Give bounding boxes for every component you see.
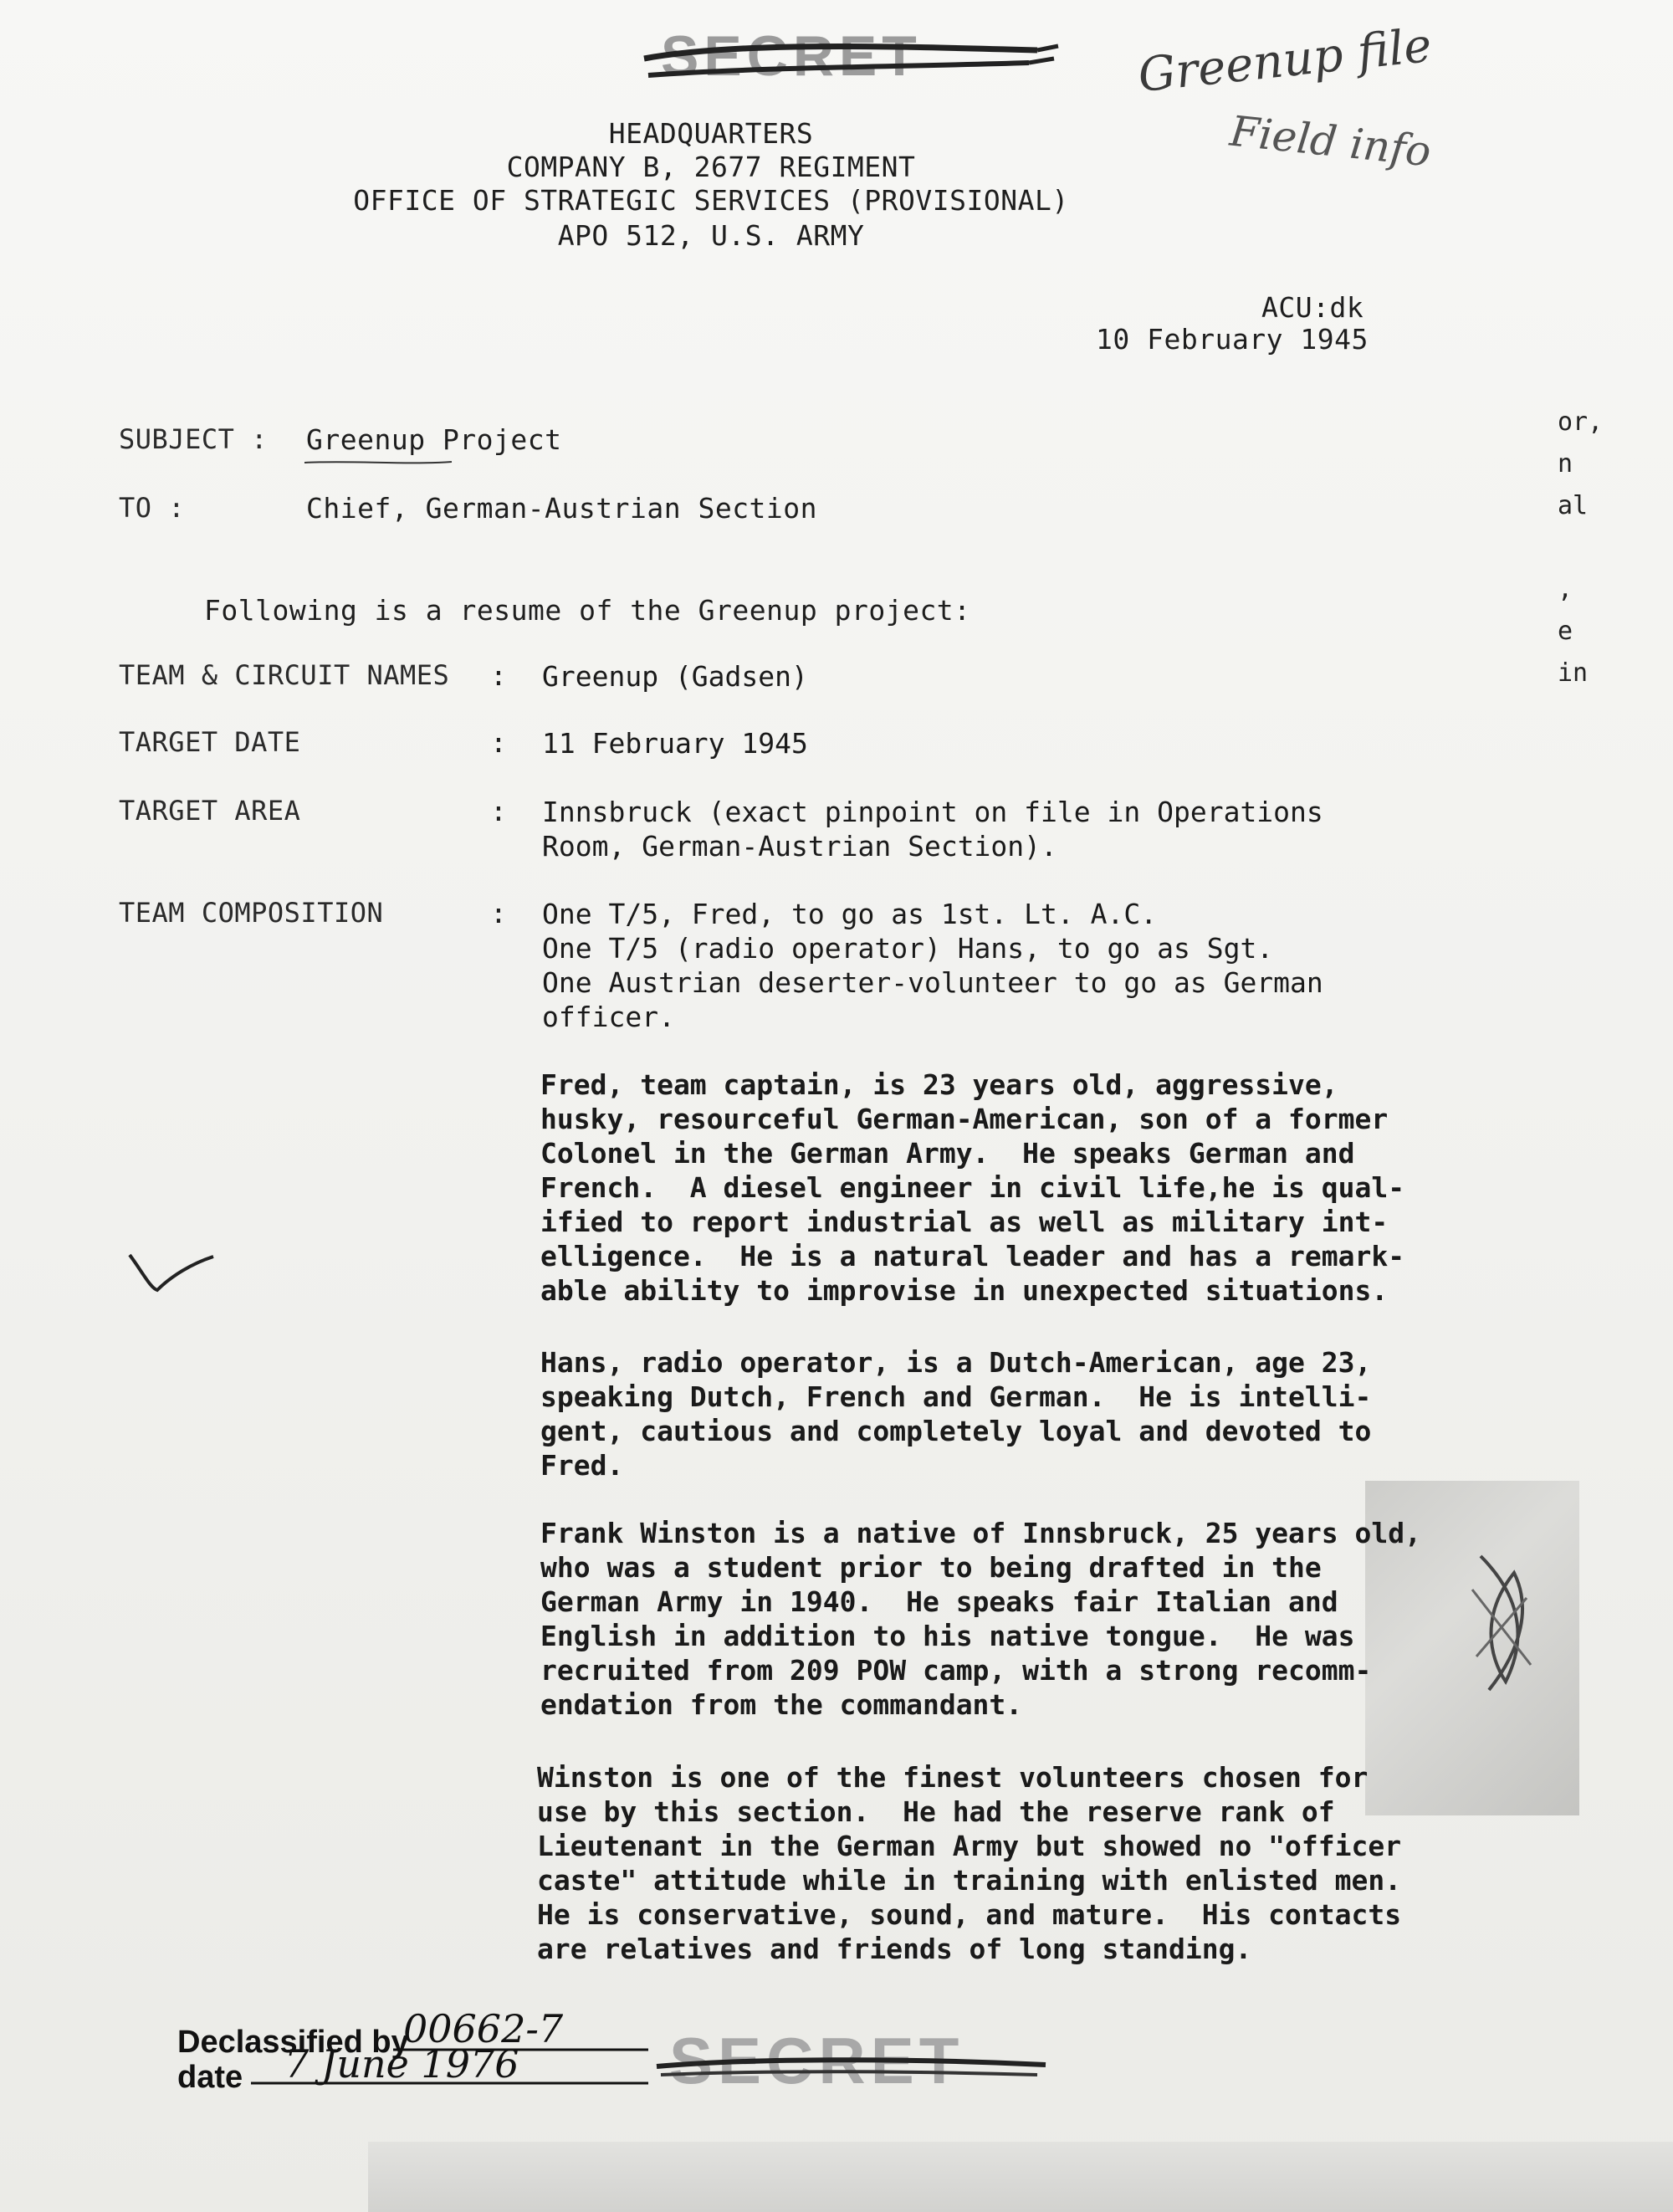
letterhead-line-1: HEADQUARTERS — [608, 117, 814, 150]
top-secret-stamp: SECRET — [661, 24, 922, 88]
subject-underline — [303, 458, 453, 467]
field-colon: : — [490, 897, 508, 929]
subject-value: Greenup Project — [306, 423, 562, 456]
memo-date: 10 February 1945 — [1096, 323, 1369, 356]
top-stamp-strikethrough — [636, 25, 1071, 100]
paragraph-winston-background: Frank Winston is a native of Innsbruck, 25 years old, who was a student prior to being drafted in the German Army in 1940. He speaks fair Italian and English in addition to his native tongue. He was recruited from 209 POW camp, with a strong recomm- endation from the commandant. — [540, 1517, 1421, 1721]
paper-clip-mark — [1456, 1539, 1548, 1707]
field-label-team-composition: TEAM COMPOSITION — [119, 897, 384, 929]
handwritten-file-note: Greenup file — [1135, 18, 1435, 104]
to-label: TO : — [119, 492, 186, 524]
bottom-secret-stamp: SECRET — [669, 2024, 964, 2097]
declassified-date-label: date — [177, 2060, 243, 2095]
declassified-date-value: 7 June 1976 — [284, 2041, 519, 2087]
field-colon: : — [490, 659, 508, 692]
letterhead-line-2: COMPANY B, 2677 REGIMENT — [506, 151, 916, 183]
page-bottom-edge — [368, 2142, 1673, 2212]
paragraph-fred: Fred, team captain, is 23 years old, aggressive, husky, resourceful German-American, son of a former Colonel in the German Army. He speaks German and French. A diesel engineer in civil life,he is qual- ified to report industrial as well as military int- elligence. He is a natural leader and has a remark- able ability to improvise in unexpected situations. — [540, 1068, 1405, 1307]
field-colon: : — [490, 726, 508, 759]
resume-intro: Following is a resume of the Greenup project: — [204, 594, 971, 627]
letterhead-line-3: OFFICE OF STRATEGIC SERVICES (PROVISIONAL) — [353, 184, 1069, 217]
declassified-by-label: Declassified by — [177, 2025, 409, 2060]
field-value-team-composition: One T/5, Fred, to go as 1st. Lt. A.C. One T/5 (radio operator) Hans, to go as Sgt. One Austrian deserter-volunteer to go as German officer. — [542, 898, 1323, 1033]
overlapping-page-fragments: or, n al , e in — [1558, 407, 1604, 688]
subject-label: SUBJECT : — [119, 423, 268, 455]
field-value-target-date: 11 February 1945 — [542, 727, 808, 760]
handwritten-check-mark — [125, 1247, 217, 1297]
to-value: Chief, German-Austrian Section — [306, 492, 818, 525]
field-label-target-area: TARGET AREA — [119, 795, 301, 827]
paragraph-hans: Hans, radio operator, is a Dutch-American, age 23, speaking Dutch, French and German. He is intelli- gent, cautious and completely loyal and devoted to Fred. — [540, 1346, 1372, 1482]
field-label-team-names: TEAM & CIRCUIT NAMES — [119, 659, 450, 691]
field-value-team-names: Greenup (Gadsen) — [542, 660, 808, 693]
declassified-by-value: 00662-7 — [403, 2006, 564, 2051]
field-value-target-area: Innsbruck (exact pinpoint on file in Operations Room, German-Austrian Section). — [542, 796, 1323, 863]
letterhead-line-4: APO 512, U.S. ARMY — [557, 219, 865, 252]
reference-initials: ACU:dk — [1261, 291, 1364, 324]
field-label-target-date: TARGET DATE — [119, 726, 301, 758]
bottom-stamp-strikethrough — [652, 2050, 1054, 2083]
handwritten-field-note: Field info — [1227, 106, 1434, 177]
field-colon: : — [490, 795, 508, 827]
declassified-date-underline — [251, 2080, 652, 2087]
paragraph-winston-assessment: Winston is one of the finest volunteers chosen for use by this section. He had the reserve rank of Lieutenant in the German Army but showed no "officer caste" attitude while in training with enlisted men. He is conservative, sound, and mature. His contacts are relatives and friends of long standing. — [537, 1761, 1402, 1965]
